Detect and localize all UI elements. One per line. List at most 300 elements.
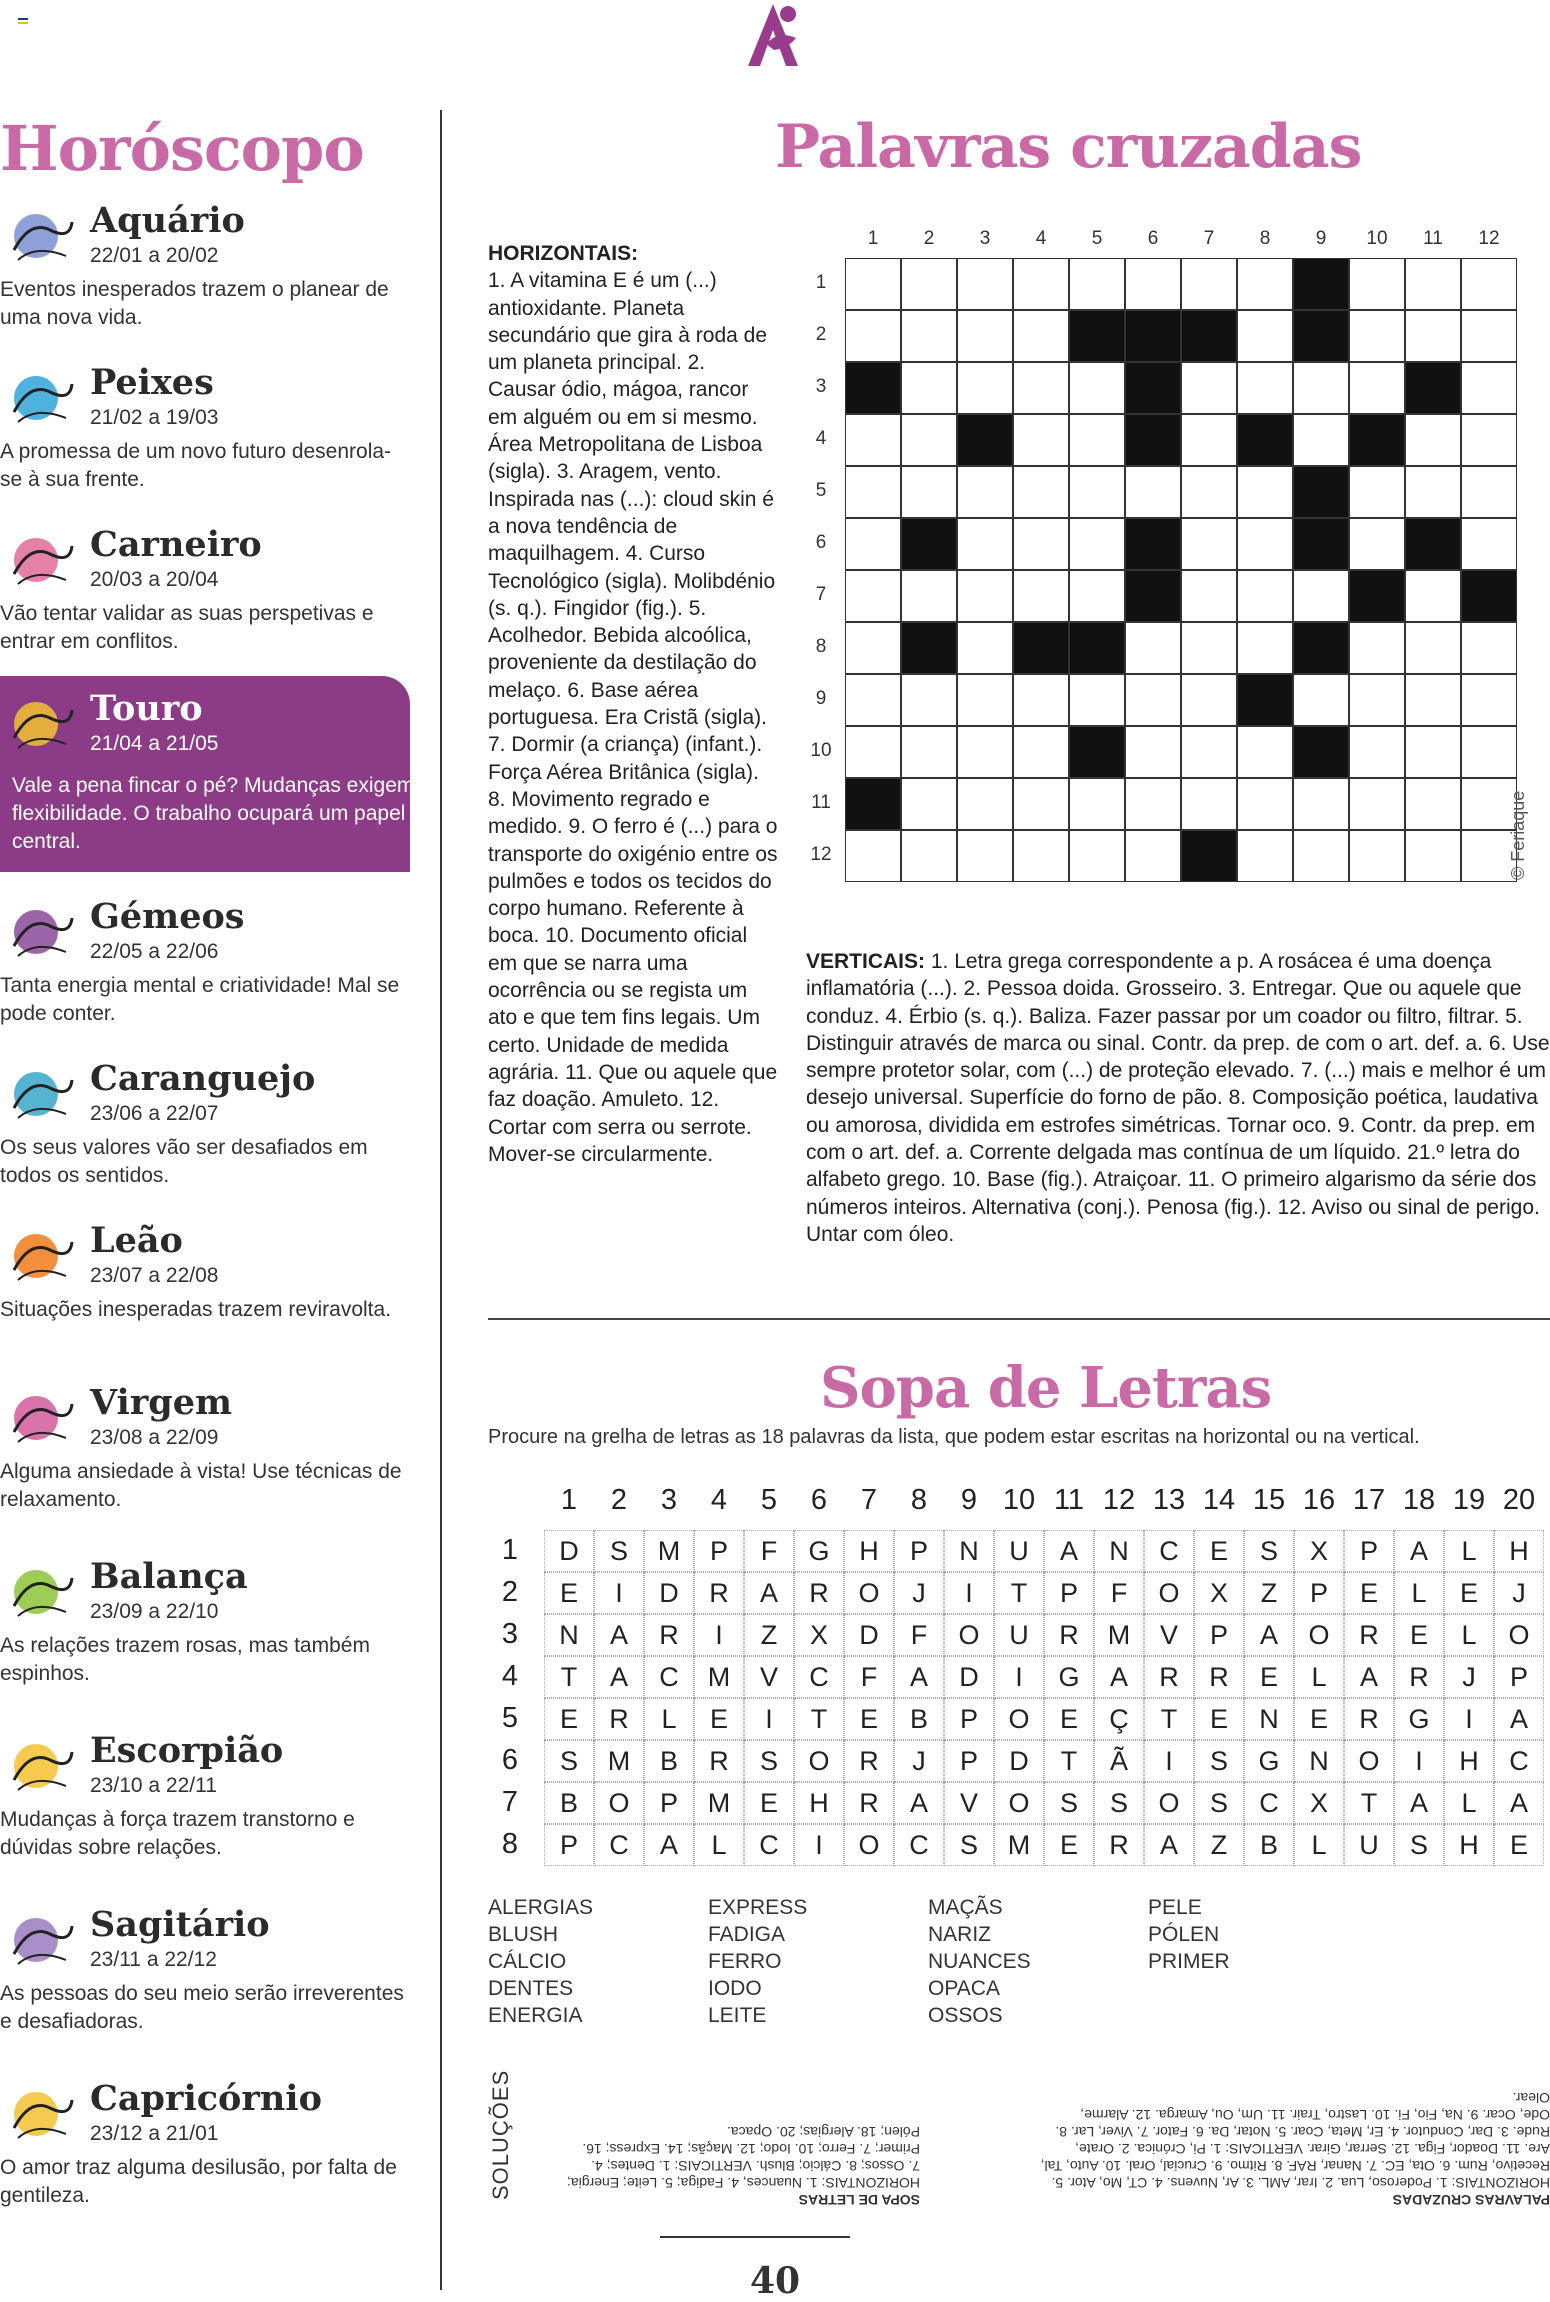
wordsearch-letter[interactable]: C — [1244, 1782, 1294, 1824]
crossword-cell[interactable] — [1125, 466, 1181, 518]
wordsearch-letter[interactable]: M — [644, 1530, 694, 1572]
wordsearch-letter[interactable]: X — [1294, 1782, 1344, 1824]
wordsearch-letter[interactable]: N — [1094, 1530, 1144, 1572]
crossword-cell[interactable] — [1349, 518, 1405, 570]
wordsearch-letter[interactable]: T — [1044, 1740, 1094, 1782]
wordsearch-letter[interactable]: P — [1044, 1572, 1094, 1614]
crossword-cell[interactable] — [1461, 518, 1517, 570]
wordsearch-letter[interactable]: A — [594, 1614, 644, 1656]
wordsearch-letter[interactable]: O — [1344, 1740, 1394, 1782]
sign-text: Eventos inesperados trazem o planear de uma nova vida. — [0, 278, 389, 329]
wordsearch-letter[interactable]: P — [1294, 1572, 1344, 1614]
vertical-clues: 1. Letra grega correspondente a p. A rosácea é uma doença inflamatória (...). 2. Pessoa doida. Grosseiro. 3. Entregar. Que ou aquele que conduz. 4. Érbio (s. q.). Baliza. Fazer passar por um coador ou filtro, filtrar. 5. Distinguir através de marca ou sinal. Contr. da prep. de com o art. def. a. 6. Use sempre protetor solar, com (...) de proteção elevado. 7. (...) mais e melhor é um desejo universal. Superfície do forno de pão. 8. Composição poética, laudativa ou amorosa, dividida em estrofes simétricas. Tornar oco. 9. Contr. da prep. em com o art. def. a. Corrente delgada mas contínua de um líquido. 21.º letra do alfabeto grego. 10. Base (fig.). Atraiçoar. 11. O primeiro algarismo da série dos números inteiros. Alternativa (conj.). Penosa (fig.). 12. Aviso ou sinal de perigo. Untar com óleo. — [806, 950, 1550, 1246]
crossword-cell[interactable] — [1125, 778, 1181, 830]
wordsearch-letter[interactable]: G — [1044, 1656, 1094, 1698]
crossword-cell[interactable] — [1293, 830, 1349, 882]
crossword-cell[interactable] — [1461, 258, 1517, 310]
crossword-cell[interactable] — [845, 570, 901, 622]
crossword-cell[interactable] — [1181, 726, 1237, 778]
sign-name: Peixes — [90, 362, 214, 403]
wordsearch-letter[interactable]: L — [1294, 1656, 1344, 1698]
wordsearch-letter[interactable]: M — [994, 1824, 1044, 1866]
crossword-black-cell — [1237, 674, 1293, 726]
wordsearch-letter[interactable]: H — [1444, 1740, 1494, 1782]
wordsearch-letter[interactable]: A — [1094, 1656, 1144, 1698]
wordsearch-letter[interactable]: O — [1144, 1782, 1194, 1824]
crossword-cell[interactable] — [1349, 258, 1405, 310]
wordsearch-letter[interactable]: I — [944, 1572, 994, 1614]
wordsearch-letter[interactable]: A — [1394, 1530, 1444, 1572]
crossword-cell[interactable] — [957, 570, 1013, 622]
wordsearch-letter[interactable]: O — [944, 1614, 994, 1656]
word-list-item: MAÇÃS — [928, 1896, 1003, 1919]
wordsearch-letter[interactable]: O — [844, 1572, 894, 1614]
crossword-cell[interactable] — [1405, 674, 1461, 726]
crossword-cell[interactable] — [1237, 362, 1293, 414]
crossword-cell[interactable] — [845, 310, 901, 362]
wordsearch-letter[interactable]: P — [644, 1782, 694, 1824]
crossword-cell[interactable] — [1125, 726, 1181, 778]
wordsearch-col-number: 19 — [1452, 1484, 1486, 1516]
solutions-crossword-heading: PALAVRAS CRUZADAS — [1392, 2192, 1550, 2208]
wordsearch-letter[interactable]: B — [644, 1740, 694, 1782]
wordsearch-letter[interactable]: V — [1144, 1614, 1194, 1656]
wordsearch-letter[interactable]: I — [994, 1656, 1044, 1698]
wordsearch-letter[interactable]: I — [1144, 1740, 1194, 1782]
solutions-wordsearch-text: HORIZONTAIS: 1. Nuances, 4. Fadiga; 5. Leite; Energia; 7. Ossos; 8. Cálcio; Blush. VERTICAIS: 1. Dentes; 4. Primer; 7. Ferro; 10. Iodo; 12. Maçãs; 14. Express; 16. Pólen; 18. Alergias; 20. Opaca. — [566, 2124, 920, 2191]
wordsearch-letter[interactable]: L — [694, 1824, 744, 1866]
crossword-cell[interactable] — [845, 258, 901, 310]
crossword-cell[interactable] — [1237, 622, 1293, 674]
wordsearch-col-number: 14 — [1202, 1484, 1236, 1516]
wordsearch-letter[interactable]: E — [1444, 1572, 1494, 1614]
wordsearch-letter[interactable]: Z — [744, 1614, 794, 1656]
wordsearch-letter[interactable]: G — [1394, 1698, 1444, 1740]
crossword-cell[interactable] — [1349, 830, 1405, 882]
crossword-cell[interactable] — [901, 778, 957, 830]
crossword-cell[interactable] — [1125, 258, 1181, 310]
wordsearch-letter[interactable]: D — [644, 1572, 694, 1614]
word-list-item: DENTES — [488, 1977, 574, 2000]
wordsearch-letter[interactable]: P — [944, 1698, 994, 1740]
crossword-cell[interactable] — [1349, 778, 1405, 830]
wordsearch-letter[interactable]: R — [694, 1572, 744, 1614]
sign-text: Alguma ansiedade à vista! Use técnicas de relaxamento. — [0, 1460, 402, 1511]
wordsearch-letter[interactable]: E — [1494, 1824, 1544, 1866]
crossword-cell[interactable] — [845, 830, 901, 882]
wordsearch-letter[interactable]: E — [1194, 1530, 1244, 1572]
wordsearch-letter[interactable]: P — [944, 1740, 994, 1782]
wordsearch-letter[interactable]: H — [1444, 1824, 1494, 1866]
crossword-cell[interactable] — [901, 726, 957, 778]
wordsearch-letter[interactable]: C — [1144, 1530, 1194, 1572]
wordsearch-letter[interactable]: A — [894, 1656, 944, 1698]
wordsearch-letter[interactable]: N — [544, 1614, 594, 1656]
crossword-cell[interactable] — [1237, 258, 1293, 310]
wordsearch-letter[interactable]: A — [1494, 1782, 1544, 1824]
wordsearch-letter[interactable]: O — [1494, 1614, 1544, 1656]
crossword-cell[interactable] — [1125, 830, 1181, 882]
wordsearch-letter[interactable]: E — [1044, 1824, 1094, 1866]
wordsearch-letter[interactable]: E — [1394, 1614, 1444, 1656]
wordsearch-letter[interactable]: R — [1094, 1824, 1144, 1866]
crossword-cell[interactable] — [1405, 830, 1461, 882]
crossword-cell[interactable] — [1405, 622, 1461, 674]
crossword-cell[interactable] — [1405, 778, 1461, 830]
crossword-cell[interactable] — [1461, 414, 1517, 466]
crossword-cell[interactable] — [1013, 362, 1069, 414]
wordsearch-letter[interactable]: F — [1094, 1572, 1144, 1614]
wordsearch-letter[interactable]: A — [644, 1824, 694, 1866]
crossword-cell[interactable] — [1461, 622, 1517, 674]
wordsearch-letter[interactable]: R — [794, 1572, 844, 1614]
crossword-cell[interactable] — [957, 466, 1013, 518]
wordsearch-letter[interactable]: L — [1444, 1782, 1494, 1824]
crossword-cell[interactable] — [1181, 674, 1237, 726]
crossword-cell[interactable] — [1349, 674, 1405, 726]
crossword-cell[interactable] — [845, 414, 901, 466]
crossword-cell[interactable] — [1461, 310, 1517, 362]
wordsearch-letter[interactable]: B — [544, 1782, 594, 1824]
crossword-cell[interactable] — [1293, 414, 1349, 466]
wordsearch-letter[interactable]: T — [1144, 1698, 1194, 1740]
crossword-cell[interactable] — [901, 258, 957, 310]
wordsearch-letter[interactable]: A — [594, 1656, 644, 1698]
wordsearch-letter[interactable]: S — [944, 1824, 994, 1866]
wordsearch-letter[interactable]: L — [1394, 1572, 1444, 1614]
crossword-cell[interactable] — [957, 362, 1013, 414]
crossword-cell[interactable] — [957, 726, 1013, 778]
crossword-cell[interactable] — [1349, 622, 1405, 674]
crossword-col-number: 5 — [1091, 228, 1103, 249]
wordsearch-letter[interactable]: N — [944, 1530, 994, 1572]
wordsearch-letter[interactable]: S — [544, 1740, 594, 1782]
crossword-cell[interactable] — [1237, 778, 1293, 830]
wordsearch-letter[interactable]: I — [1394, 1740, 1444, 1782]
wordsearch-letter[interactable]: F — [894, 1614, 944, 1656]
wordsearch-letter[interactable]: O — [1144, 1572, 1194, 1614]
crossword-cell[interactable] — [1349, 466, 1405, 518]
wordsearch-letter[interactable]: S — [1244, 1530, 1294, 1572]
wordsearch-letter[interactable]: E — [1294, 1698, 1344, 1740]
wordsearch-letter[interactable]: V — [744, 1656, 794, 1698]
wordsearch-letter[interactable]: C — [594, 1824, 644, 1866]
crossword-cell[interactable] — [1125, 622, 1181, 674]
wordsearch-letter[interactable]: P — [544, 1824, 594, 1866]
crossword-cell[interactable] — [1013, 674, 1069, 726]
crossword-cell[interactable] — [1405, 466, 1461, 518]
crossword-cell[interactable] — [1349, 310, 1405, 362]
wordsearch-letter[interactable]: T — [794, 1698, 844, 1740]
sign-name: Escorpião — [90, 1730, 284, 1771]
wordsearch-letter[interactable]: E — [544, 1572, 594, 1614]
wordsearch-letter[interactable]: C — [794, 1656, 844, 1698]
crossword-cell[interactable] — [901, 466, 957, 518]
wordsearch-letter[interactable]: R — [1344, 1698, 1394, 1740]
crossword-cell[interactable] — [1069, 258, 1125, 310]
wordsearch-letter[interactable]: A — [1244, 1614, 1294, 1656]
crossword-cell[interactable] — [1069, 466, 1125, 518]
wordsearch-letter[interactable]: F — [844, 1656, 894, 1698]
crossword-cell[interactable] — [957, 674, 1013, 726]
wordsearch-col-number: 20 — [1502, 1484, 1536, 1516]
crossword-cell[interactable] — [1461, 726, 1517, 778]
wordsearch-letter[interactable]: F — [744, 1530, 794, 1572]
crossword-cell[interactable] — [1181, 258, 1237, 310]
crossword-cell[interactable] — [957, 258, 1013, 310]
wordsearch-letter[interactable]: V — [944, 1782, 994, 1824]
wordsearch-letter[interactable]: L — [1444, 1530, 1494, 1572]
wordsearch-letter[interactable]: C — [894, 1824, 944, 1866]
wordsearch-letter[interactable]: R — [1344, 1614, 1394, 1656]
crossword-cell[interactable] — [1125, 674, 1181, 726]
crossword-cell[interactable] — [957, 830, 1013, 882]
crossword-cell[interactable] — [1013, 258, 1069, 310]
wordsearch-letter[interactable]: R — [644, 1614, 694, 1656]
crossword-cell[interactable] — [1237, 570, 1293, 622]
wordsearch-letter[interactable]: H — [1494, 1530, 1544, 1572]
wordsearch-letter[interactable]: R — [844, 1740, 894, 1782]
crossword-cell[interactable] — [1461, 674, 1517, 726]
wordsearch-letter[interactable]: Ã — [1094, 1740, 1144, 1782]
wordsearch-letter[interactable]: X — [1294, 1530, 1344, 1572]
crossword-cell[interactable] — [1181, 622, 1237, 674]
crossword-cell[interactable] — [845, 518, 901, 570]
crossword-cell[interactable] — [1181, 414, 1237, 466]
crossword-cell[interactable] — [1069, 570, 1125, 622]
wordsearch-letter[interactable]: O — [994, 1698, 1044, 1740]
crossword-cell[interactable] — [901, 414, 957, 466]
wordsearch-letter[interactable]: E — [844, 1698, 894, 1740]
crossword-cell[interactable] — [1405, 570, 1461, 622]
wordsearch-letter[interactable]: J — [894, 1740, 944, 1782]
crossword-cell[interactable] — [901, 310, 957, 362]
crossword-cell[interactable] — [1181, 778, 1237, 830]
wordsearch-letter[interactable]: O — [594, 1782, 644, 1824]
wordsearch-letter[interactable]: B — [1244, 1824, 1294, 1866]
wordsearch-letter[interactable]: T — [544, 1656, 594, 1698]
wordsearch-letter[interactable]: D — [844, 1614, 894, 1656]
crossword-black-cell — [1293, 622, 1349, 674]
crossword-col-number: 1 — [867, 228, 879, 249]
wordsearch-letter[interactable]: G — [1244, 1740, 1294, 1782]
crossword-cell[interactable] — [845, 466, 901, 518]
crossword-cell[interactable] — [1349, 362, 1405, 414]
wordsearch-letter[interactable]: I — [1444, 1698, 1494, 1740]
wordsearch-letter[interactable]: E — [1244, 1656, 1294, 1698]
wordsearch-letter[interactable]: J — [1444, 1656, 1494, 1698]
crossword-cell[interactable] — [957, 310, 1013, 362]
wordsearch-letter[interactable]: S — [744, 1740, 794, 1782]
wordsearch-letter[interactable]: R — [1144, 1656, 1194, 1698]
crossword-cell[interactable] — [1293, 362, 1349, 414]
crossword-cell[interactable] — [1461, 362, 1517, 414]
crossword-cell[interactable] — [1405, 258, 1461, 310]
crossword-cell[interactable] — [1069, 830, 1125, 882]
wordsearch-letter[interactable]: O — [1294, 1614, 1344, 1656]
wordsearch-letter[interactable]: J — [1494, 1572, 1544, 1614]
word-list-item: BLUSH — [488, 1923, 559, 1946]
wordsearch-letter[interactable]: J — [894, 1572, 944, 1614]
wordsearch-letter[interactable]: M — [694, 1656, 744, 1698]
wordsearch-letter[interactable]: P — [1194, 1614, 1244, 1656]
crossword-cell[interactable] — [1013, 518, 1069, 570]
crossword-cell[interactable] — [1237, 310, 1293, 362]
wordsearch-letter[interactable]: E — [1044, 1698, 1094, 1740]
wordsearch-letter[interactable]: A — [894, 1782, 944, 1824]
wordsearch-letter[interactable]: O — [844, 1824, 894, 1866]
wordsearch-letter[interactable]: U — [994, 1614, 1044, 1656]
crossword-cell[interactable] — [1181, 570, 1237, 622]
crossword-cell[interactable] — [1181, 362, 1237, 414]
wordsearch-letter[interactable]: S — [1194, 1740, 1244, 1782]
wordsearch-letter[interactable]: L — [644, 1698, 694, 1740]
crossword-cell[interactable] — [1405, 310, 1461, 362]
wordsearch-letter[interactable]: S — [1044, 1782, 1094, 1824]
wordsearch-letter[interactable]: M — [1094, 1614, 1144, 1656]
crossword-cell[interactable] — [1293, 570, 1349, 622]
cancer-icon — [6, 1058, 78, 1130]
wordsearch-letter[interactable]: D — [544, 1530, 594, 1572]
wordsearch-letter[interactable]: O — [994, 1782, 1044, 1824]
wordsearch-letter[interactable]: C — [744, 1824, 794, 1866]
wordsearch-letter[interactable]: S — [1394, 1824, 1444, 1866]
crossword-cell[interactable] — [1181, 518, 1237, 570]
wordsearch-letter[interactable]: P — [694, 1530, 744, 1572]
wordsearch-letter[interactable]: E — [1194, 1698, 1244, 1740]
wordsearch-letter[interactable]: B — [894, 1698, 944, 1740]
wordsearch-letter[interactable]: S — [594, 1530, 644, 1572]
wordsearch-letter[interactable]: R — [1194, 1656, 1244, 1698]
wordsearch-letter[interactable]: X — [1194, 1572, 1244, 1614]
wordsearch-letter[interactable]: O — [794, 1740, 844, 1782]
crossword-cell[interactable] — [957, 778, 1013, 830]
crossword-cell[interactable] — [1237, 466, 1293, 518]
crossword-cell[interactable] — [1013, 466, 1069, 518]
crossword-cell[interactable] — [901, 830, 957, 882]
wordsearch-letter[interactable]: R — [694, 1740, 744, 1782]
wordsearch-letter[interactable]: M — [594, 1740, 644, 1782]
word-list-item: ALERGIAS — [488, 1896, 594, 1919]
wordsearch-letter[interactable]: C — [644, 1656, 694, 1698]
sign-date: 23/06 a 22/07 — [90, 1102, 219, 1125]
wordsearch-title: Sopa de Letras — [820, 1355, 1272, 1421]
crossword-cell[interactable] — [1237, 830, 1293, 882]
crossword-cell[interactable] — [901, 362, 957, 414]
crossword-cell[interactable] — [1069, 414, 1125, 466]
wordsearch-letter[interactable]: P — [1344, 1530, 1394, 1572]
crossword-cell[interactable] — [1293, 674, 1349, 726]
wordsearch-letter[interactable]: Z — [1244, 1572, 1294, 1614]
crossword-cell[interactable] — [1181, 466, 1237, 518]
wordsearch-letter[interactable]: D — [944, 1656, 994, 1698]
wordsearch-letter[interactable]: U — [994, 1530, 1044, 1572]
wordsearch-letter[interactable]: L — [1294, 1824, 1344, 1866]
crossword-cell[interactable] — [1013, 310, 1069, 362]
wordsearch-letter[interactable]: Z — [1194, 1824, 1244, 1866]
wordsearch-letter[interactable]: G — [794, 1530, 844, 1572]
crossword-cell[interactable] — [1405, 414, 1461, 466]
wordsearch-letter[interactable]: N — [1244, 1698, 1294, 1740]
crossword-cell[interactable] — [901, 674, 957, 726]
crossword-cell[interactable] — [845, 674, 901, 726]
crossword-cell[interactable] — [1237, 518, 1293, 570]
crossword-cell[interactable] — [1405, 726, 1461, 778]
crossword-cell[interactable] — [1013, 414, 1069, 466]
leo-icon — [6, 1220, 78, 1292]
wordsearch-letter[interactable]: L — [1444, 1614, 1494, 1656]
wordsearch-letter[interactable]: E — [1344, 1572, 1394, 1614]
crossword-cell[interactable] — [1461, 466, 1517, 518]
wordsearch-letter[interactable]: P — [1494, 1656, 1544, 1698]
wordsearch-letter[interactable]: A — [744, 1572, 794, 1614]
wordsearch-letter[interactable]: U — [1344, 1824, 1394, 1866]
wordsearch-letter[interactable]: H — [794, 1782, 844, 1824]
wordsearch-letter[interactable]: E — [744, 1782, 794, 1824]
wordsearch-letter[interactable]: S — [1094, 1782, 1144, 1824]
wordsearch-letter[interactable]: A — [1044, 1530, 1094, 1572]
crossword-cell[interactable] — [1013, 830, 1069, 882]
crossword-cell[interactable] — [845, 622, 901, 674]
crossword-cell[interactable] — [1013, 726, 1069, 778]
wordsearch-letter[interactable]: A — [1144, 1824, 1194, 1866]
wordsearch-letter[interactable]: R — [1394, 1656, 1444, 1698]
crossword-cell[interactable] — [957, 622, 1013, 674]
crossword-cell[interactable] — [1069, 518, 1125, 570]
wordsearch-letter[interactable]: A — [1494, 1698, 1544, 1740]
crossword-cell[interactable] — [1293, 778, 1349, 830]
crossword-cell[interactable] — [1237, 726, 1293, 778]
wordsearch-col-number: 17 — [1352, 1484, 1386, 1516]
wordsearch-letter[interactable]: A — [1344, 1656, 1394, 1698]
wordsearch-letter[interactable]: R — [844, 1782, 894, 1824]
crossword-cell[interactable] — [1069, 362, 1125, 414]
crossword-black-cell — [1349, 570, 1405, 622]
wordsearch-letter[interactable]: I — [694, 1614, 744, 1656]
crossword-cell[interactable] — [957, 518, 1013, 570]
wordsearch-letter[interactable]: R — [1044, 1614, 1094, 1656]
wordsearch-letter[interactable]: R — [594, 1698, 644, 1740]
wordsearch-letter[interactable]: T — [1344, 1782, 1394, 1824]
wordsearch-letter[interactable]: M — [694, 1782, 744, 1824]
wordsearch-letter[interactable]: Ç — [1094, 1698, 1144, 1740]
wordsearch-letter[interactable]: A — [1394, 1782, 1444, 1824]
crossword-cell[interactable] — [901, 570, 957, 622]
wordsearch-letter[interactable]: E — [544, 1698, 594, 1740]
wordsearch-letter[interactable]: C — [1494, 1740, 1544, 1782]
wordsearch-letter[interactable]: I — [794, 1824, 844, 1866]
wordsearch-letter[interactable]: X — [794, 1614, 844, 1656]
crossword-cell[interactable] — [1013, 570, 1069, 622]
wordsearch-letter[interactable]: P — [894, 1530, 944, 1572]
wordsearch-letter[interactable]: S — [1194, 1782, 1244, 1824]
wordsearch-letter[interactable]: H — [844, 1530, 894, 1572]
wordsearch-letter[interactable]: I — [594, 1572, 644, 1614]
wordsearch-col-number: 4 — [710, 1484, 728, 1516]
sign-text: Situações inesperadas trazem reviravolta. — [0, 1298, 392, 1321]
wordsearch-letter[interactable]: I — [744, 1698, 794, 1740]
wordsearch-letter[interactable]: T — [994, 1572, 1044, 1614]
word-list-item: IODO — [708, 1977, 762, 2000]
crossword-cell[interactable] — [1349, 726, 1405, 778]
wordsearch-letter[interactable]: D — [994, 1740, 1044, 1782]
wordsearch-letter[interactable]: E — [694, 1698, 744, 1740]
crossword-cell[interactable] — [845, 726, 901, 778]
wordsearch-letter[interactable]: N — [1294, 1740, 1344, 1782]
crossword-cell[interactable] — [1069, 778, 1125, 830]
crossword-cell[interactable] — [1013, 778, 1069, 830]
crossword-cell[interactable] — [1069, 674, 1125, 726]
